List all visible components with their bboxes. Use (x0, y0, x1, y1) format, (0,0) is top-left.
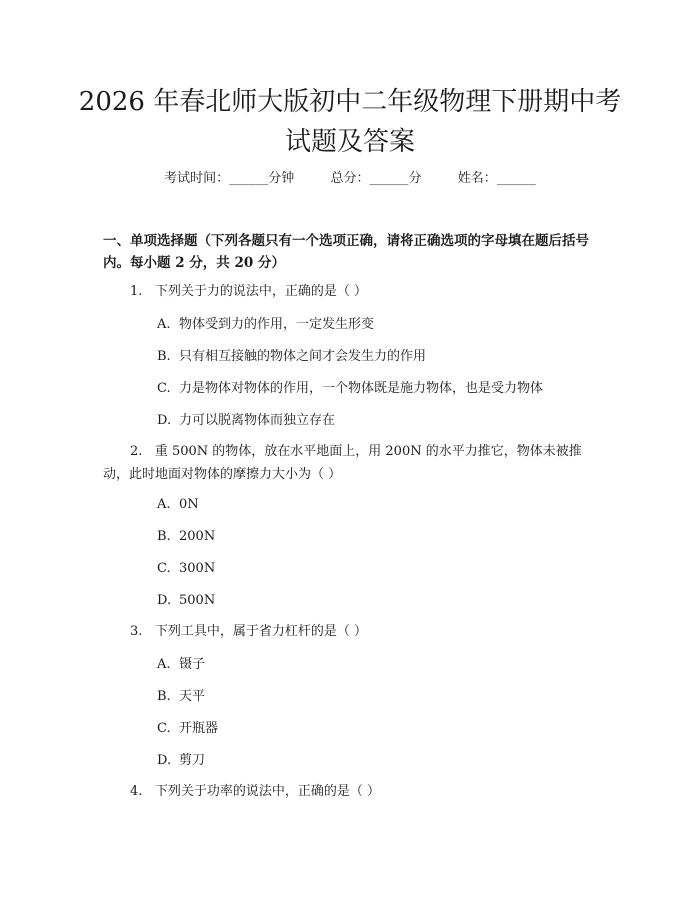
question-text: 下列关于功率的说法中，正确的是（ ） (154, 784, 380, 799)
option-2d: D. 500N (157, 593, 216, 608)
question-number: 1. (130, 284, 143, 299)
question-number: 2. (130, 444, 143, 459)
question-1 (103, 280, 601, 303)
question-number: 3. (130, 624, 143, 639)
option-1a: A. 物体受到力的作用，一定发生形变 (157, 317, 375, 332)
option-2a: A. 0N (157, 497, 199, 512)
question-text: 重 500N 的物体，放在水平地面上，用 200N 的水平力推它，物体未被推动，此时地面对物体的摩擦力大小为（ ） (103, 444, 582, 482)
time-blank: ______ (229, 171, 269, 186)
option-3c: C. 开瓶器 (157, 721, 219, 736)
option-2b: B. 200N (157, 529, 216, 544)
option-3a: A. 镊子 (157, 657, 206, 672)
score-blank: ______ (369, 171, 409, 186)
section-heading: 一、单项选择题（下列各题只有一个选项正确，请将正确选项的字母填在题后括号内。每小题 2 分，共 20 分） (103, 233, 589, 271)
option-2c: C. 300N (157, 561, 216, 576)
question-2 (103, 440, 601, 486)
option-1b: B. 只有相互接触的物体之间才会发生力的作用 (157, 349, 427, 364)
exam-meta (0, 169, 700, 189)
option-1c: C. 力是物体对物体的作用，一个物体既是施力物体，也是受力物体 (157, 381, 544, 396)
question-text: 下列关于力的说法中，正确的是（ ） (154, 284, 367, 299)
score-label: 总分： (330, 171, 370, 186)
name-blank: ______ (496, 171, 536, 186)
option-1d: D. 力可以脱离物体而独立存在 (157, 413, 336, 428)
exam-title: 2026 年春北师大版初中二年级物理下册期中考试题及答案 (78, 87, 622, 157)
question-text: 下列工具中，属于省力杠杆的是（ ） (154, 624, 367, 639)
option-3b: B. 天平 (157, 689, 206, 704)
name-label: 姓名： (457, 171, 497, 186)
score-unit: 分 (408, 171, 422, 186)
question-3 (103, 620, 601, 643)
time-label: 考试时间： (164, 171, 230, 186)
question-number: 4. (130, 784, 143, 799)
option-3d: D. 剪刀 (157, 753, 206, 768)
question-4 (103, 780, 601, 803)
time-unit: 分钟 (268, 171, 295, 186)
